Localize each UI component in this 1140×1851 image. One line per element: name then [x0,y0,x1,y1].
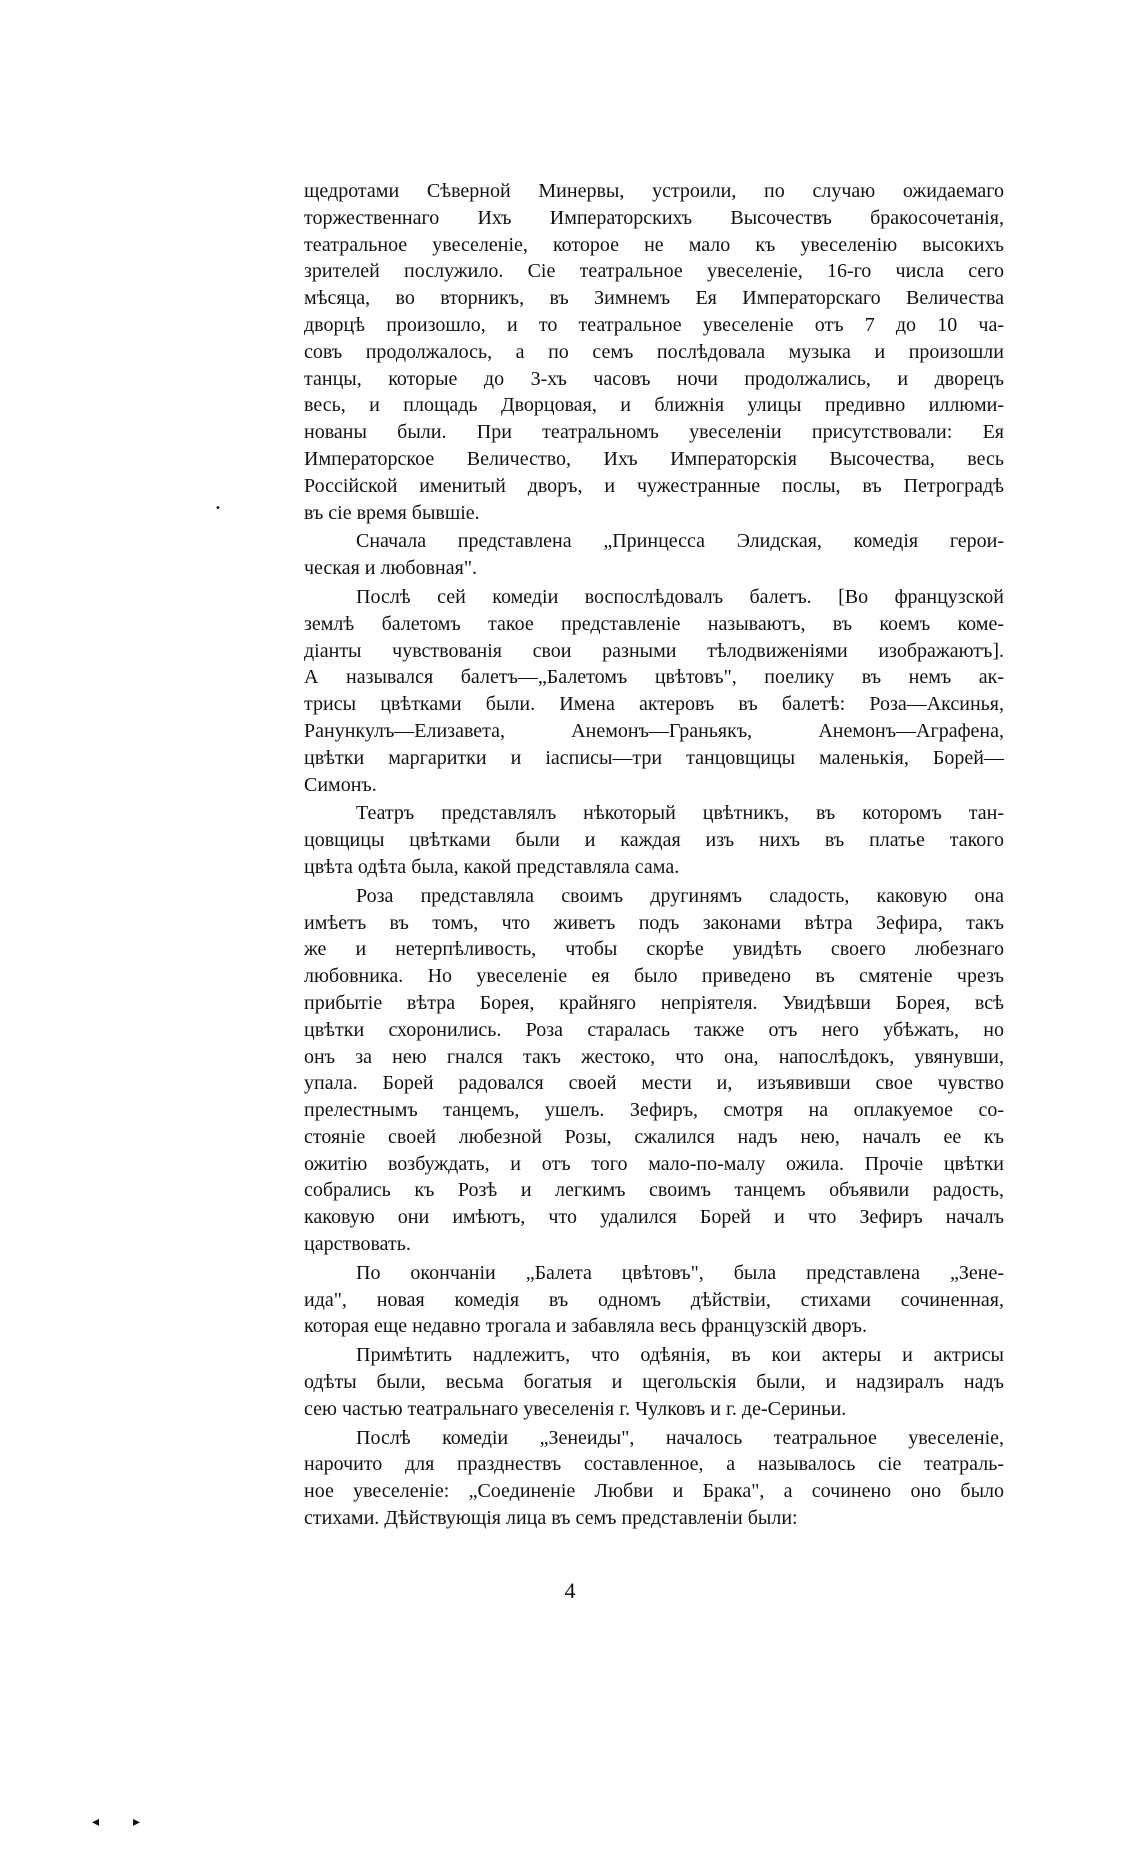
paragraph [304,1342,1004,1422]
text-line: Роза представляла своимъ другинямъ сладость, каковую она [356,884,1004,907]
text-line: цовщицы цвѣтками были и каждая изъ нихъ въ платье такого [304,829,1004,852]
text-line: въ сіе время бывшіе. [304,501,480,524]
text-line: танцы, которые до 3-хъ часовъ ночи продолжались, и дворецъ [304,367,1004,390]
text-line: цвѣтки схоронились. Роза старалась также отъ него убѣжать, но [304,1018,1004,1041]
text-line: зрителей послужило. Сіе театральное увеселеніе, 16-го числа сего [304,260,1004,283]
paragraph [304,1260,1004,1340]
text-line: А назывался балетъ—„Балетомъ цвѣтовъ", поелику въ немъ ак- [304,666,1004,689]
scan-mark-left-arrow: ◂ [92,1814,100,1830]
text-line: прибытіе вѣтра Борея, крайняго непріятеля. Увидѣвши Борея, всѣ [304,991,1004,1014]
text-line: любовника. Но увеселеніе ея было приведено въ смятеніе чрезъ [304,965,1004,988]
text-line: Симонъ. [304,773,377,796]
paragraph [304,584,1004,798]
text-line: цвѣта одѣта была, какой представляла сама. [304,855,680,878]
text-line: которая еще недавно трогала и забавляла весь французскій дворъ. [304,1315,868,1338]
text-line: щедротами Сѣверной Минервы, устроили, по случаю ожидаемаго [304,180,1004,202]
page-number: 4 [564,1578,576,1603]
text-line: дворцѣ произошло, и то театральное увеселеніе отъ 7 до 10 ча- [304,313,1004,336]
text-line: онъ за нею гнался такъ жестоко, что она, напослѣдокъ, увянувши, [304,1045,1004,1068]
text-line: стихами. Дѣйствующія лица въ семъ представленіи были: [304,1507,798,1530]
text-line: діанты чувствованія свои разными тѣлодвиженіями изображаютъ]. [304,639,1004,662]
text-line: прелестнымъ танцемъ, ушелъ. Зефиръ, смотря на оплакуемое со- [304,1099,1004,1122]
text-line: трисы цвѣтками были. Имена актеровъ въ балетѣ: Роза—Аксинья, [304,693,1004,716]
text-line: царствовать. [304,1233,411,1256]
text-line: землѣ балетомъ такое представленіе называютъ, въ коемъ коме- [304,612,1004,635]
text-line: упала. Борей радовался своей мести и, изъявивши свое чувство [304,1072,1004,1095]
paragraph [304,1425,1004,1532]
paragraph [304,800,1004,880]
text-line: театральное увеселеніе, которое не мало къ увеселенію высокихъ [304,233,1004,256]
paragraph [304,883,1004,1258]
text-line: ческая и любовная". [304,557,477,580]
text-line: имѣетъ въ томъ, что живетъ подъ законами вѣтра Зефира, такъ [304,911,1004,934]
text-line: Императорское Величество, Ихъ Императорскія Высочества, весь [304,447,1004,470]
text-line: Послѣ комедіи „Зенеиды", началось театральное увеселеніе, [356,1426,1004,1449]
text-line: сею частью театральнаго увеселенія г. Чулковъ и г. де-Сериньи. [304,1397,847,1420]
text-line: Примѣтить надлежитъ, что одѣянія, въ кои актеры и актрисы [356,1344,1004,1367]
text-line: ное увеселеніе: „Соединеніе Любви и Брака", а сочинено оно было [304,1480,1004,1503]
text-line: Сначала представлена „Принцесса Элидская, комедія герои- [356,530,1004,553]
text-line: ожитію возбуждать, и отъ того мало-по-малу ожила. Прочіе цвѣтки [304,1152,1004,1175]
text-line: По окончаніи „Балета цвѣтовъ", была представлена „Зене- [356,1261,1004,1284]
paragraph [304,528,1004,582]
text-line: Россійской именитый дворъ, и чужестранные послы, въ Петроградѣ [304,474,1004,497]
scan-mark-right-arrow: ▸ [133,1814,141,1830]
scan-mark-dot: • [215,503,221,514]
text-line: стояніе своей любезной Розы, сжалился надъ нею, началъ ее къ [304,1125,1004,1148]
text-line: цвѣтки маргаритки и іасписы—три танцовщицы маленькія, Борей— [304,746,1004,769]
text-line: ида", новая комедія въ одномъ дѣйствіи, стихами сочиненная, [304,1288,1004,1311]
text-line: Ранункулъ—Елизавета, Анемонъ—Граньякъ, Анемонъ—Аграфена, [304,719,1004,742]
text-line: торжественнаго Ихъ Императорскихъ Высочествъ бракосочетанія, [304,206,1004,229]
text-line: Театръ представлялъ нѣкоторый цвѣтникъ, въ которомъ тан- [356,802,1004,825]
text-line: совъ продолжалось, а по семъ послѣдовала музыка и произошли [304,340,1004,363]
text-line: каковую они имѣютъ, что удалился Борей и что Зефиръ началъ [304,1206,1004,1229]
text-line: нованы были. При театральномъ увеселеніи присутствовали: Ея [304,421,1004,444]
body-text [304,178,1004,1534]
paragraph [304,178,1004,526]
text-line: мѣсяца, во вторникъ, въ Зимнемъ Ея Императорскаго Величества [304,287,1004,310]
text-line: нарочито для празднествъ составленное, а называлось сіе театраль- [304,1453,1004,1476]
text-line: Послѣ сей комедіи воспослѣдовалъ балетъ. [Во французской [356,585,1004,608]
text-line: одѣты были, весьма богатыя и щегольскія были, и надзиралъ надъ [304,1371,1004,1394]
text-line: весь, и площадь Дворцовая, и ближнія улицы предивно иллюми- [304,394,1004,417]
text-line: собрались къ Розѣ и легкимъ своимъ танцемъ объявили радость, [304,1179,1004,1202]
text-line: же и нетерпѣливость, чтобы скорѣе увидѣть своего любезнаго [304,938,1004,961]
